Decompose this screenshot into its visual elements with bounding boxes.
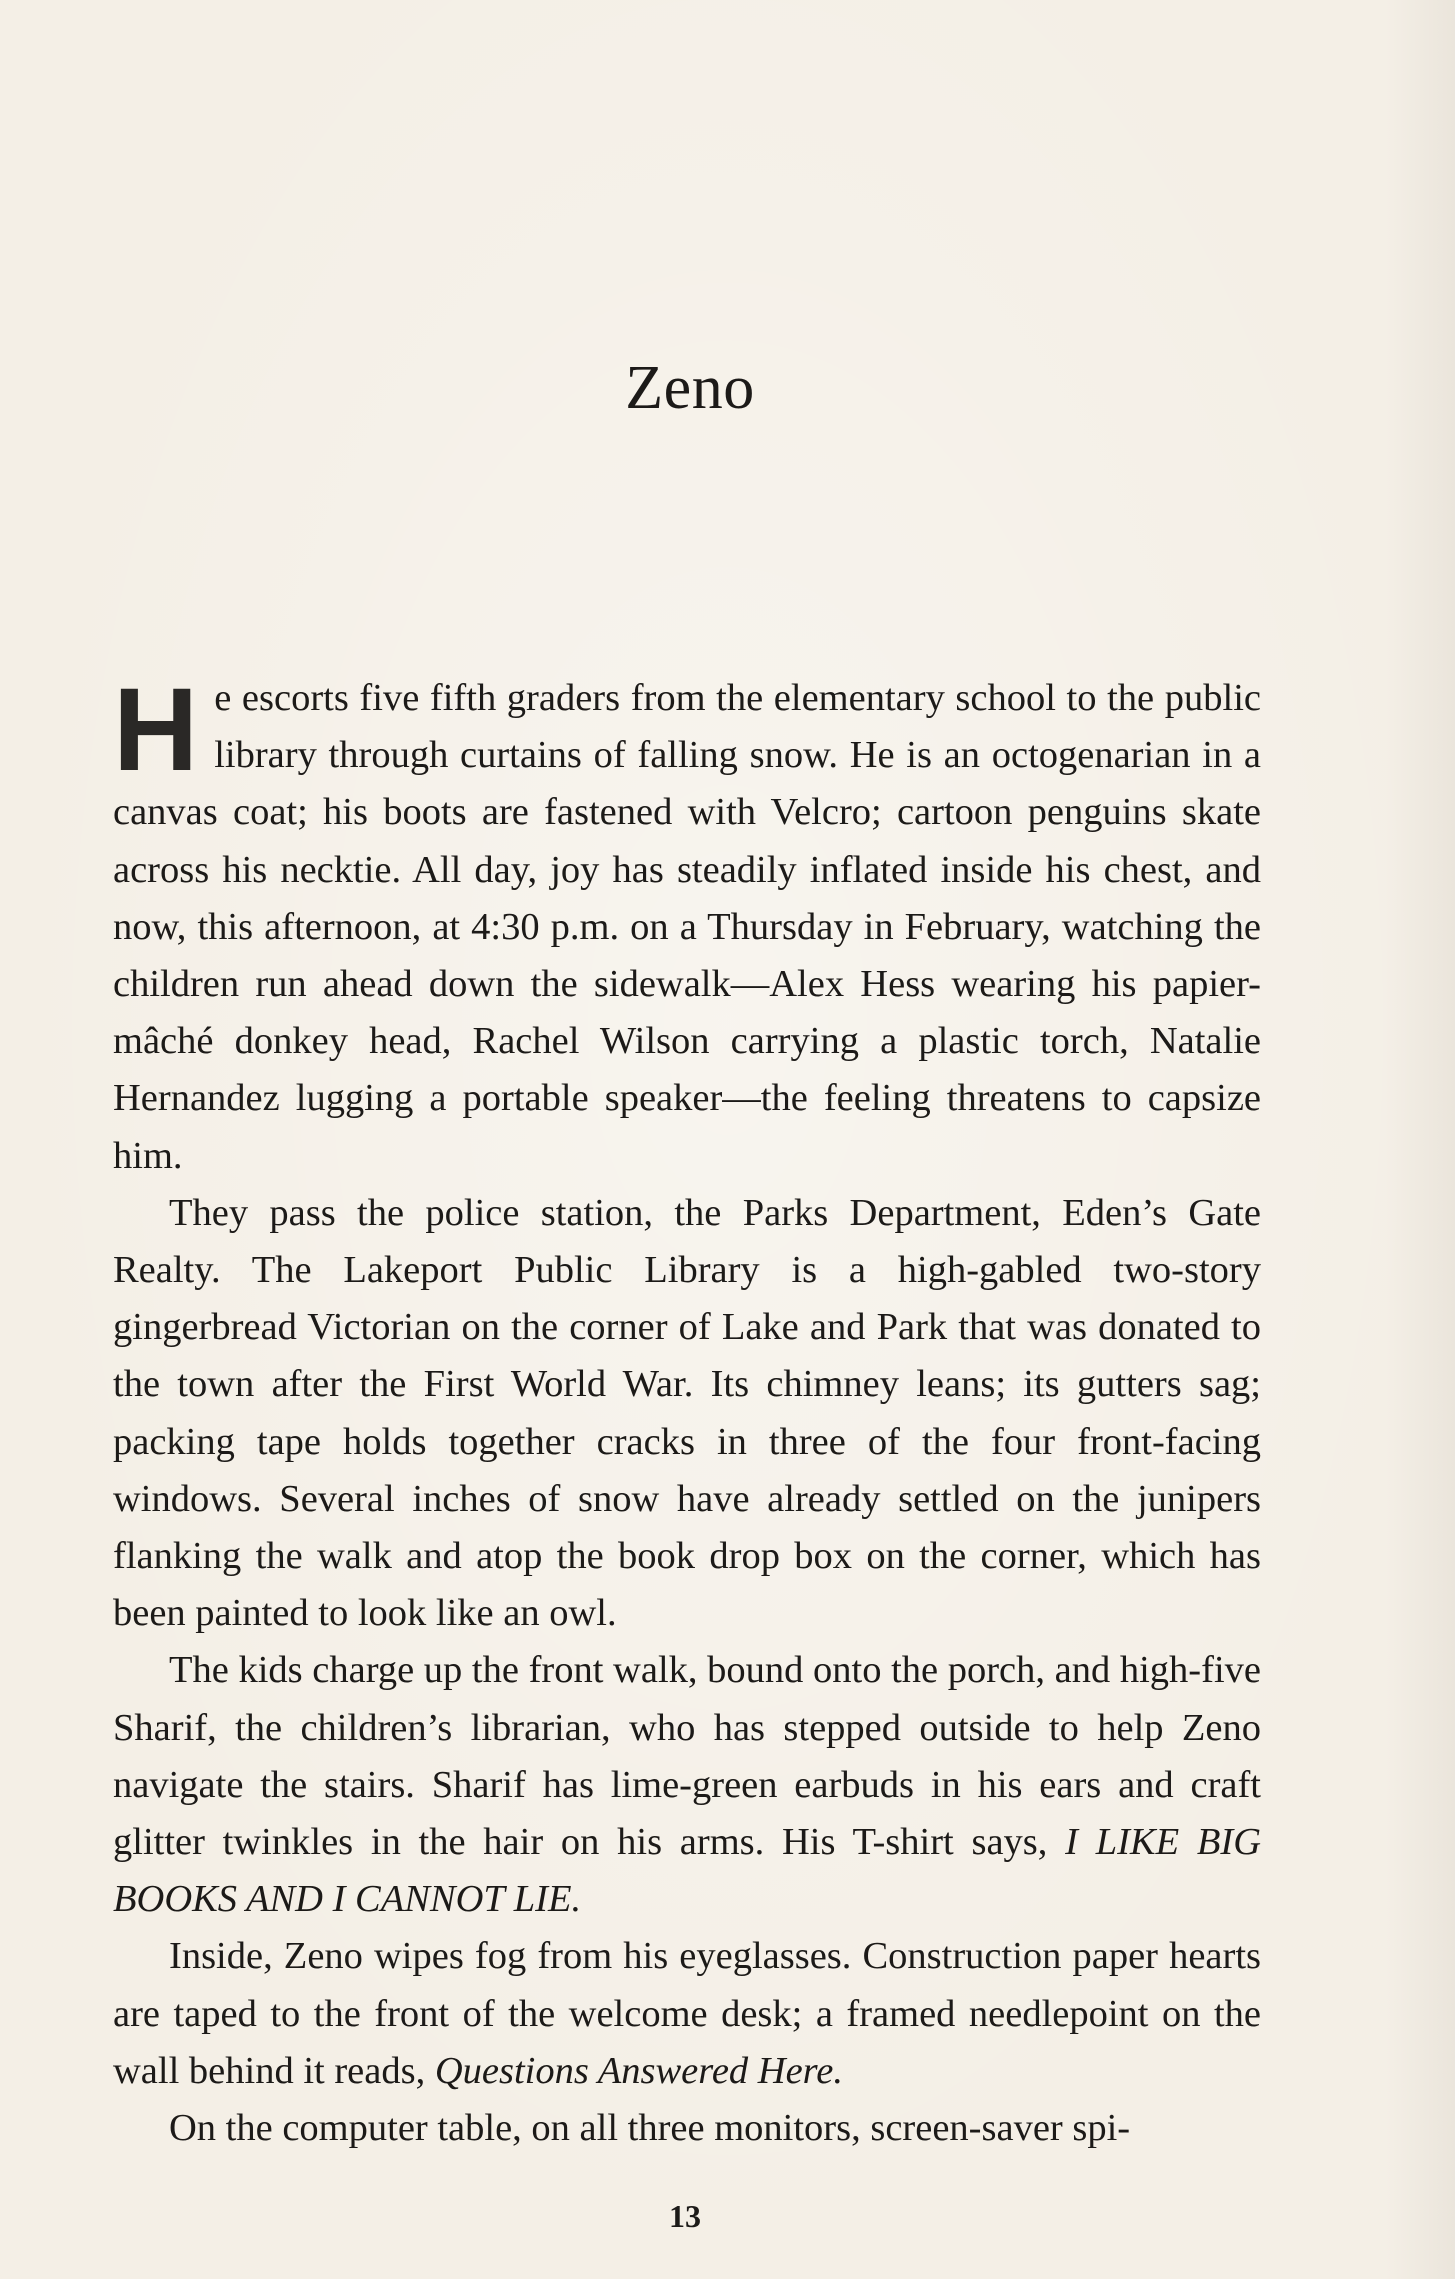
paragraph-3-text: The kids charge up the front walk, bound onto the porch, and high-five Sharif, the children’s librarian, who has stepped outside to help Zeno navigate the stairs. Sharif has lime-green earbuds in his ears and craft glitter twinkles in the hair on his arms. His T-shirt says,: [113, 1649, 1261, 1864]
paragraph-2: They pass the police station, the Parks Department, Eden’s Gate Realty. The Lakeport Public Library is a high-gabled two-story gingerbread Victorian on the corner of Lake and Park that was donated to the town after the First World War. Its chimney leans; its gutters sag; packing tape holds together cracks in three of the four front-facing windows. Several inches of snow have already settled on the junipers flanking the walk and atop the book drop box on the corner, which has been painted to look like an owl.: [113, 1191, 1261, 1635]
paragraph-4-text: Inside, Zeno wipes fog from his eyeglasses. Construction paper hearts are taped to the front of the welcome desk; a framed needlepoint on the wall behind it reads,: [113, 1935, 1261, 2092]
paragraph-4: [113, 1928, 1261, 2100]
chapter-body: [113, 664, 1261, 2157]
tshirt-slogan: I LIKE BIG BOOKS AND I CANNOT LIE.: [113, 1821, 1261, 1921]
page-number: 13: [669, 2198, 701, 2234]
page-edge-shadow: [1385, 0, 1455, 2279]
paragraph-1: [113, 664, 1261, 1185]
paragraph-3: [113, 1642, 1261, 1928]
chapter-title: Zeno: [625, 354, 755, 422]
paragraph-5: On the computer table, on all three monitors, screen-saver spi-: [169, 2107, 1131, 2150]
paragraph-1-text: e escorts five fifth graders from the elementary school to the public library through curtains of falling snow. He is an octogenarian in a canvas coat; his boots are fastened with Velcro; cartoon penguins skate across his necktie. All day, joy has steadily inflated inside his chest, and now, this afternoon, at 4:30 p.m. on a Thursday in February, watching the children run ahead down the sidewalk—Alex Hess wearing his papier-mâché donkey head, Rachel Wilson carrying a plastic torch, Natalie Hernandez lugging a portable speaker—the feeling threatens to capsize him.: [113, 677, 1261, 1177]
drop-cap: H: [113, 664, 199, 796]
needlepoint-text: Questions Answered Here.: [434, 2049, 843, 2092]
